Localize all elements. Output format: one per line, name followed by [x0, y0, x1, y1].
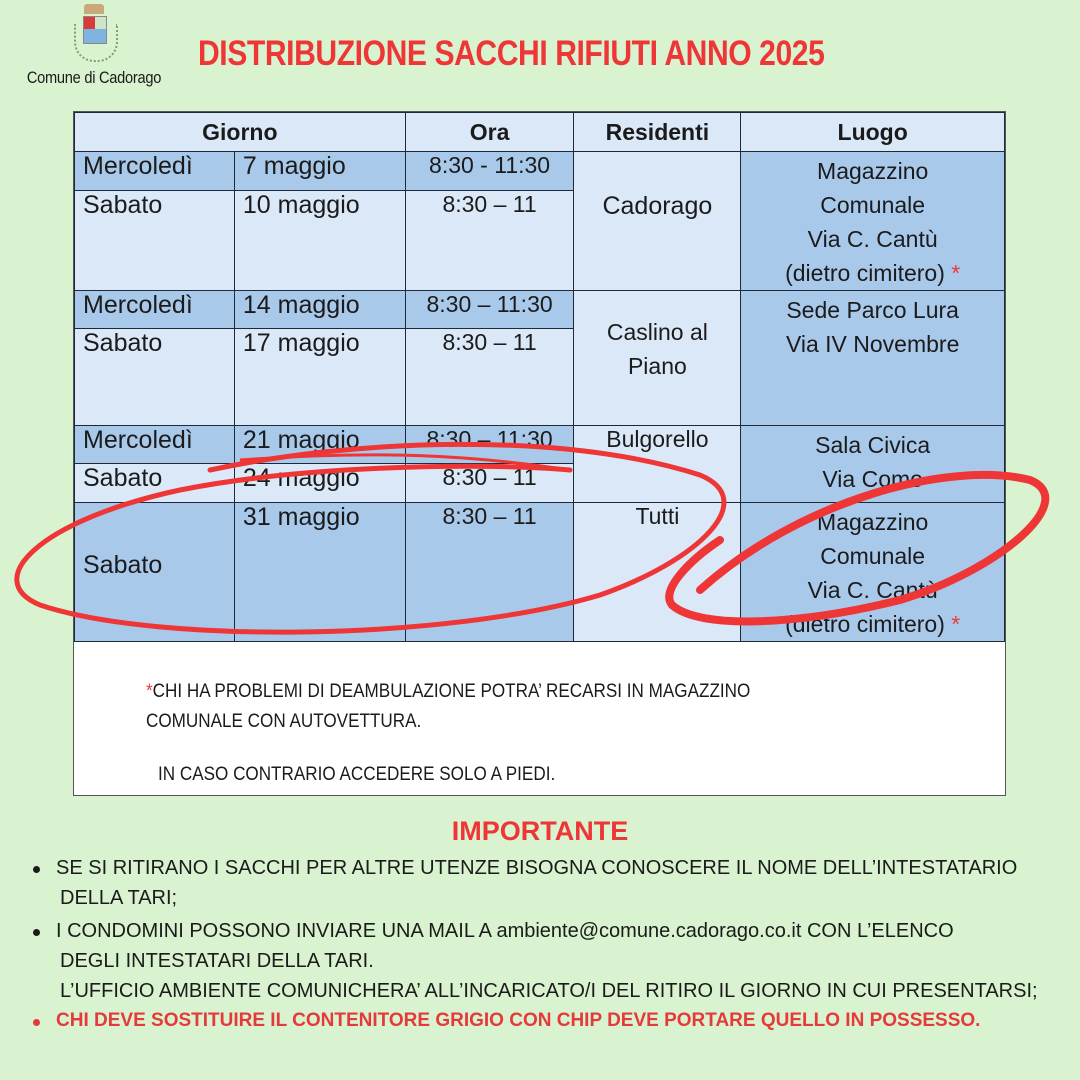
date-cell: 17 maggio — [234, 329, 405, 426]
schedule-sheet — [73, 111, 1006, 796]
time-cell: 8:30 – 11 — [405, 329, 574, 426]
coat-of-arms-icon — [72, 4, 116, 62]
place-line: (dietro cimitero) — [785, 260, 945, 286]
day-cell: Sabato — [75, 503, 235, 642]
place-line: Magazzino — [817, 158, 929, 184]
header-residenti: Residenti — [574, 113, 741, 152]
footnote-star: * — [951, 611, 961, 637]
day-cell: Sabato — [75, 190, 235, 290]
day-cell: Mercoledì — [75, 426, 235, 464]
place-cell — [741, 503, 1005, 642]
item-line: SE SI RITIRANO I SACCHI PER ALTRE UTENZE BISOGNA CONOSCERE IL NOME DELL’INTESTATARIO — [56, 857, 1018, 879]
item-line: CHI DEVE SOSTITUIRE IL CONTENITORE GRIGIO CON CHIP DEVE PORTARE QUELLO IN POSSESSO. — [56, 1010, 981, 1031]
place-line: Via IV Novembre — [785, 331, 960, 357]
place-line: Via C. Cantù — [807, 226, 938, 252]
footnote-line: CHI HA PROBLEMI DI DEAMBULAZIONE POTRA’ RECARSI IN MAGAZZINO — [152, 681, 751, 702]
date-cell: 10 maggio — [234, 190, 405, 290]
place-line: Comunale — [820, 543, 926, 569]
important-list — [30, 853, 1075, 1036]
table-row — [75, 152, 1005, 191]
residents-cell — [574, 291, 741, 426]
municipality-name: Comune di Cadorago — [26, 68, 162, 87]
footnote-line: IN CASO CONTRARIO ACCEDERE SOLO A PIEDI. — [158, 764, 556, 785]
item-line: DEGLI INTESTATARI DELLA TARI. — [60, 950, 374, 972]
item-line: L’UFFICIO AMBIENTE COMUNICHERA’ ALL’INCARICATO/I DEL RITIRO IL GIORNO IN CUI PRESENTARSI; — [60, 980, 1038, 1002]
table-header-row — [75, 113, 1005, 152]
place-line: Via Como — [822, 466, 923, 492]
date-cell: 14 maggio — [234, 291, 405, 329]
time-cell: 8:30 – 11 — [405, 464, 574, 503]
bullet-icon — [33, 866, 40, 873]
place-line: Sala Civica — [815, 432, 931, 458]
residents-cell: Tutti — [574, 503, 741, 642]
time-cell: 8:30 – 11 — [405, 190, 574, 290]
residents-line: Piano — [627, 353, 687, 379]
item-line: DELLA TARI; — [60, 887, 178, 909]
header-giorno: Giorno — [75, 113, 406, 152]
header-luogo: Luogo — [741, 113, 1005, 152]
bullet-icon — [33, 1019, 40, 1026]
table-row — [75, 426, 1005, 464]
footnote-star: * — [146, 681, 153, 702]
place-line: Comunale — [820, 192, 926, 218]
place-line: Magazzino — [817, 509, 929, 535]
date-cell: 21 maggio — [234, 426, 405, 464]
day-cell: Mercoledì — [75, 152, 235, 191]
place-line: (dietro cimitero) — [785, 611, 945, 637]
date-cell: 24 maggio — [234, 464, 405, 503]
day-cell: Mercoledì — [75, 291, 235, 329]
date-cell: 31 maggio — [234, 503, 405, 642]
table-row — [75, 503, 1005, 642]
residents-line: Caslino al — [606, 319, 708, 345]
table-row — [75, 291, 1005, 329]
time-cell: 8:30 - 11:30 — [405, 152, 574, 191]
date-cell: 7 maggio — [234, 152, 405, 191]
list-item — [30, 853, 1075, 913]
day-cell: Sabato — [75, 329, 235, 426]
residents-cell: Cadorago — [574, 152, 741, 291]
place-cell — [741, 291, 1005, 426]
time-cell: 8:30 – 11:30 — [405, 291, 574, 329]
place-line: Sede Parco Lura — [786, 297, 959, 323]
time-cell: 8:30 – 11:30 — [405, 426, 574, 464]
list-item — [30, 916, 1075, 1006]
bullet-icon — [33, 929, 40, 936]
time-cell: 8:30 – 11 — [405, 503, 574, 642]
municipality-logo — [14, 4, 174, 88]
important-title: IMPORTANTE — [451, 816, 629, 846]
footnote-line: COMUNALE CON AUTOVETTURA. — [146, 711, 422, 732]
item-line: I CONDOMINI POSSONO INVIARE UNA MAIL A ambiente@comune.cadorago.co.it CON L’ELENCO — [56, 920, 954, 942]
place-line: Via C. Cantù — [807, 577, 938, 603]
header-ora: Ora — [405, 113, 574, 152]
place-cell — [741, 426, 1005, 503]
day-cell: Sabato — [75, 464, 235, 503]
list-item-highlight — [30, 1006, 1075, 1036]
footnote-star: * — [951, 260, 961, 286]
footnote — [146, 677, 750, 737]
schedule-table — [74, 112, 1005, 642]
place-cell — [741, 152, 1005, 291]
page-title: DISTRIBUZIONE SACCHI RIFIUTI ANNO 2025 — [198, 34, 825, 73]
residents-cell: Bulgorello — [574, 426, 741, 503]
